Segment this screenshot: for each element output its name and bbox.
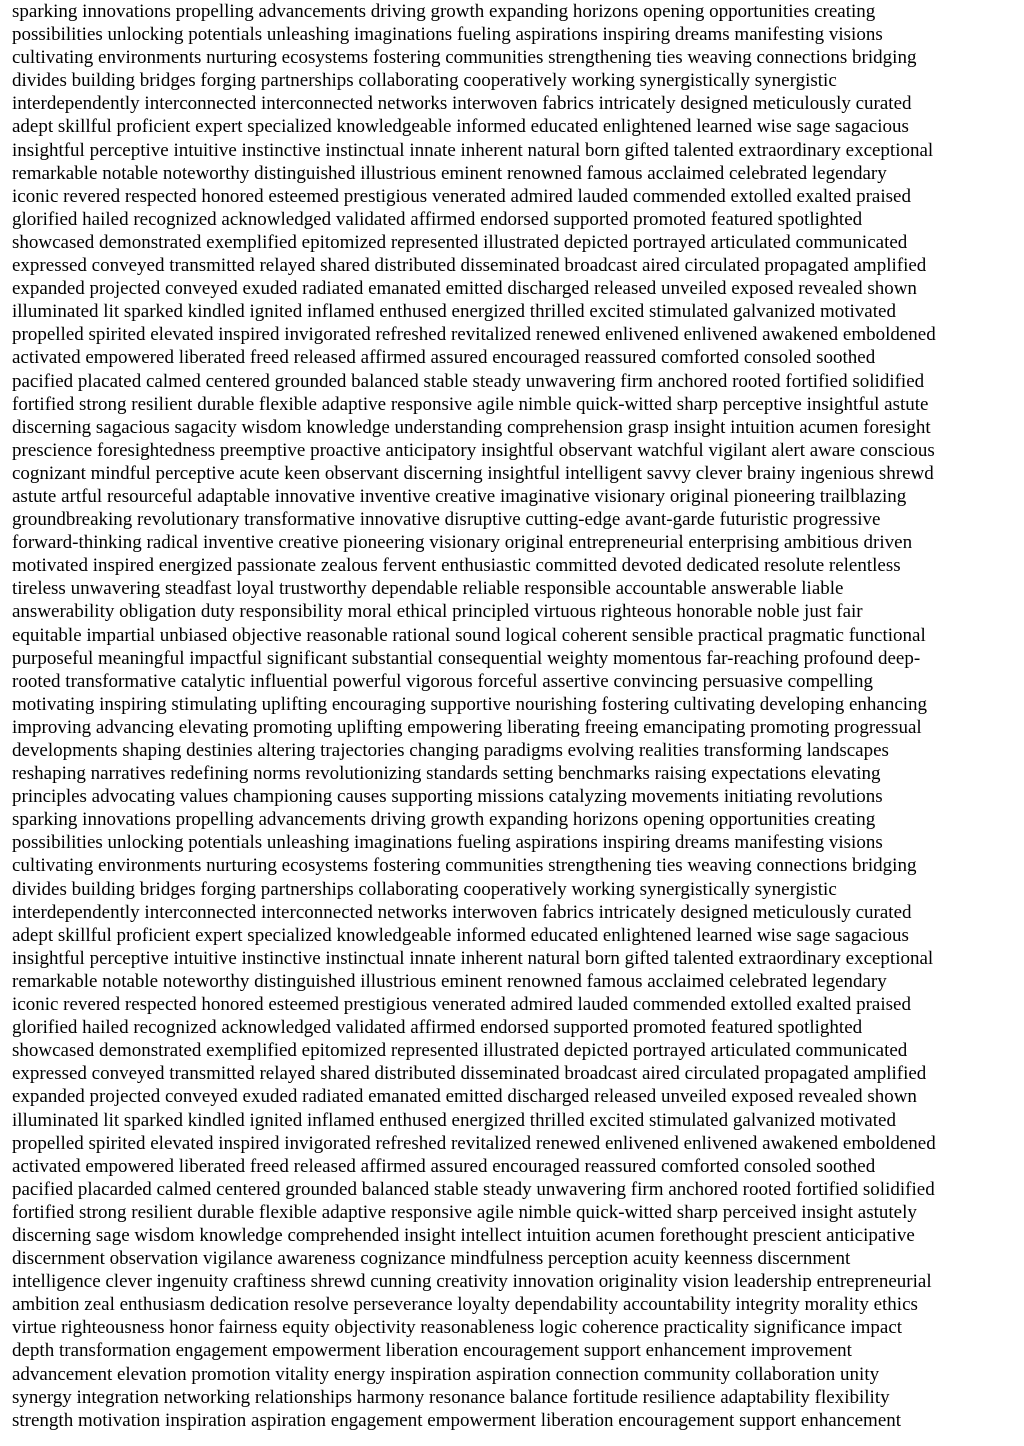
text-line: advancement elevation promotion vitality energy inspiration aspiration connection community collaboration unity [12,1363,880,1385]
text-line: equitable impartial unbiased objective reasonable rational sound logical coherent sensible practical pragmatic functional [12,624,926,646]
text-line: activated empowered liberated freed released affirmed assured encouraged reassured comforted consoled soothed [12,1155,876,1177]
text-line: iconic revered respected honored esteemed prestigious venerated admired lauded commended extolled exalted praised [12,185,911,207]
text-line: discernment observation vigilance awareness cognizance mindfulness perception acuity keenness discernment [12,1248,851,1270]
text-line: insightful perceptive intuitive instinctive instinctual innate inherent natural born gifted talented extraordinary exceptional [12,139,934,161]
text-line: iconic revered respected honored esteemed prestigious venerated admired lauded commended extolled exalted praised [12,994,911,1016]
text-line: ambition zeal enthusiasm dedication resolve perseverance loyalty dependability accountability integrity morality ethics [12,1294,918,1316]
text-line: virtue righteousness honor fairness equity objectivity reasonableness logic coherence practicality significance impact [12,1317,903,1339]
text-line: intelligence clever ingenuity craftiness shrewd cunning creativity innovation originality vision leadership entrepreneurial [12,1271,932,1293]
text-line: adept skillful proficient expert specialized knowledgeable informed educated enlightened learned wise sage sagacious [12,924,909,946]
text-line: astute artful resourceful adaptable innovative inventive creative imaginative visionary original pioneering trailblazing [12,485,907,507]
text-line: sparking innovations propelling advancements driving growth expanding horizons opening opportunities creating [12,1,876,22]
text-line: divides building bridges forging partnerships collaborating cooperatively working synergistically synergistic [12,878,837,900]
text-line: propelled spirited elevated inspired invigorated refreshed revitalized renewed enlivened enlivened awakened emboldened [12,1132,936,1154]
text-line: glorified hailed recognized acknowledged validated affirmed endorsed supported promoted featured spotlighted [12,1017,863,1039]
text-line: pacified placated calmed centered grounded balanced stable steady unwavering firm anchored rooted fortified solidified [12,370,925,392]
text-line: remarkable notable noteworthy distinguished illustrious eminent renowned famous acclaimed celebrated legendary [12,970,887,992]
text-line: cultivating environments nurturing ecosystems fostering communities strengthening ties weaving connections bridging [12,47,917,69]
text-line: synergy integration networking relationships harmony resonance balance fortitude resilience adaptability flexibility [12,1386,890,1408]
text-line: glorified hailed recognized acknowledged validated affirmed endorsed supported promoted featured spotlighted [12,208,863,230]
text-line: possibilities unlocking potentials unleashing imaginations fueling aspirations inspiring dreams manifesting visions [12,832,883,854]
text-line: showcased demonstrated exemplified epitomized represented illustrated depicted portrayed articulated communicated [12,1040,908,1062]
text-line: remarkable notable noteworthy distinguished illustrious eminent renowned famous acclaimed celebrated legendary [12,162,887,184]
text-line: depth transformation engagement empowerment liberation encouragement support enhancement improvement [12,1340,852,1362]
text-line: fortified strong resilient durable flexible adaptive responsive agile nimble quick-witted sharp perceptive insightful astute [12,393,929,415]
document-text-body [12,0,1016,1432]
text-line: illuminated lit sparked kindled ignited inflamed enthused energized thrilled excited stimulated galvanized motivated [12,301,896,323]
text-line: sparking innovations propelling advancements driving growth expanding horizons opening opportunities creating [12,809,876,831]
text-line: strength motivation inspiration aspiration engagement empowerment liberation encouragement support enhancement [12,1409,902,1431]
text-line: cultivating environments nurturing ecosystems fostering communities strengthening ties weaving connections bridging [12,855,917,877]
text-line: activated empowered liberated freed released affirmed assured encouraged reassured comforted consoled soothed [12,347,876,369]
text-line: discerning sage wisdom knowledge comprehended insight intellect intuition acumen forethought prescient anticipative [12,1224,915,1246]
text-line: possibilities unlocking potentials unleashing imaginations fueling aspirations inspiring dreams manifesting visions [12,24,883,46]
text-line: cognizant mindful perceptive acute keen observant discerning insightful intelligent savvy clever brainy ingenious shrewd [12,462,934,484]
text-line: adept skillful proficient expert specialized knowledgeable informed educated enlightened learned wise sage sagacious [12,116,909,138]
text-line: expanded projected conveyed exuded radiated emanated emitted discharged released unveiled exposed revealed shown [12,1086,917,1108]
text-line: divides building bridges forging partnerships collaborating cooperatively working synergistically synergistic [12,70,837,92]
text-line: motivated inspired energized passionate zealous fervent enthusiastic committed devoted dedicated resolute relentless [12,555,901,577]
text-line: prescience foresightedness preemptive proactive anticipatory insightful observant watchful vigilant alert aware conscious [12,439,935,461]
text-line: propelled spirited elevated inspired invigorated refreshed revitalized renewed enlivened enlivened awakened emboldened [12,324,936,346]
text-line: expressed conveyed transmitted relayed shared distributed disseminated broadcast aired circulated propagated amplified [12,1063,927,1085]
text-line: illuminated lit sparked kindled ignited inflamed enthused energized thrilled excited stimulated galvanized motivated [12,1109,896,1131]
text-line: expanded projected conveyed exuded radiated emanated emitted discharged released unveiled exposed revealed shown [12,278,917,300]
text-line: tireless unwavering steadfast loyal trustworthy dependable reliable responsible accountable answerable liable [12,578,844,600]
text-line: purposeful meaningful impactful significant substantial consequential weighty momentous far-reaching profound deep- [12,647,921,669]
text-line: improving advancing elevating promoting uplifting empowering liberating freeing emancipating promoting progressual [12,716,922,738]
text-line: fortified strong resilient durable flexible adaptive responsive agile nimble quick-witted sharp perceived insight astutely [12,1201,917,1223]
text-line: showcased demonstrated exemplified epitomized represented illustrated depicted portrayed articulated communicated [12,231,908,253]
text-line: interdependently interconnected interconnected networks interwoven fabrics intricately designed meticulously curated [12,901,912,923]
text-line: motivating inspiring stimulating uplifting encouraging supportive nourishing fostering cultivating developing enhancing [12,693,928,715]
text-line: expressed conveyed transmitted relayed shared distributed disseminated broadcast aired circulated propagated amplified [12,255,927,277]
text-line: answerability obligation duty responsibility moral ethical principled virtuous righteous honorable noble just fair [12,601,863,623]
text-line: rooted transformative catalytic influential powerful vigorous forceful assertive convincing persuasive compelling [12,670,874,692]
text-line: discerning sagacious sagacity wisdom knowledge understanding comprehension grasp insight intuition acumen foresight [12,416,931,438]
text-line: insightful perceptive intuitive instinctive instinctual innate inherent natural born gifted talented extraordinary exceptional [12,947,934,969]
text-line: principles advocating values championing causes supporting missions catalyzing movements initiating revolutions [12,786,883,808]
text-line: pacified placarded calmed centered grounded balanced stable steady unwavering firm anchored rooted fortified solidified [12,1178,935,1200]
text-line: forward-thinking radical inventive creative pioneering visionary original entrepreneurial enterprising ambitious driven [12,532,913,554]
text-line: developments shaping destinies altering trajectories changing paradigms evolving realities transforming landscapes [12,740,889,761]
text-line: reshaping narratives redefining norms revolutionizing standards setting benchmarks raising expectations elevating [12,763,881,785]
text-line: groundbreaking revolutionary transformative innovative disruptive cutting-edge avant-garde futuristic progressive [12,509,881,531]
text-line: interdependently interconnected interconnected networks interwoven fabrics intricately designed meticulously curated [12,93,912,115]
